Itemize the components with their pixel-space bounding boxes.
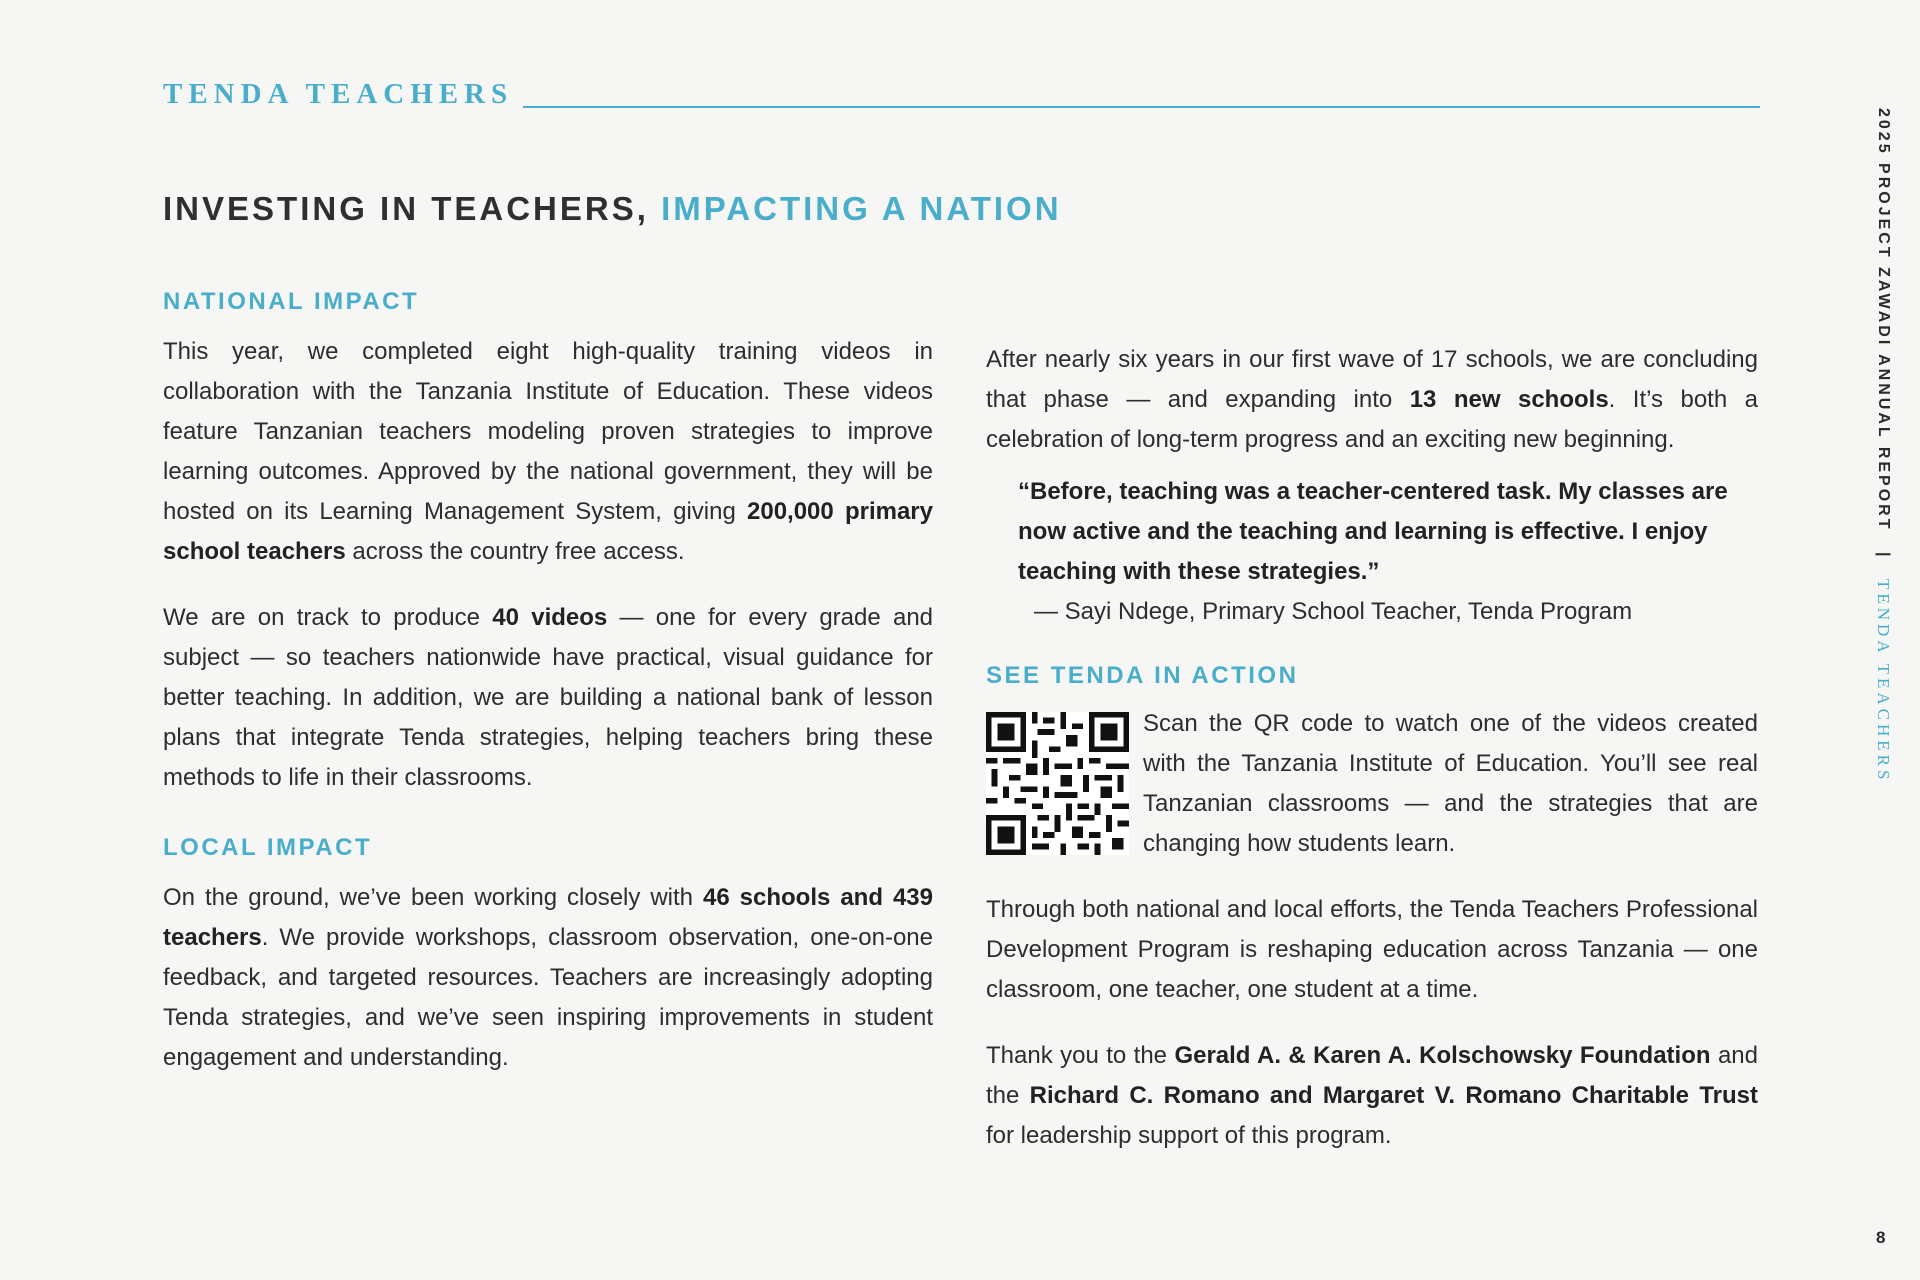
page-title: [163, 190, 1062, 228]
bold-run: 40 videos: [492, 604, 608, 631]
thanks-paragraph: [986, 1036, 1758, 1156]
text-run: After nearly six years in our first wave of 17 schools, we are concluding that phase — and expanding into: [986, 346, 1758, 413]
national-impact-paragraph-2: [163, 598, 933, 798]
section-header: [163, 78, 1760, 111]
page-number: 8: [1876, 1228, 1886, 1247]
qr-code[interactable]: [986, 712, 1129, 855]
text-run: We are on track to produce: [163, 604, 493, 631]
left-column: [163, 280, 933, 1078]
page-title-part1: INVESTING IN TEACHERS,: [163, 190, 662, 227]
text-run: across the country free access.: [345, 538, 685, 565]
local-impact-paragraph: [163, 878, 933, 1078]
bold-run: 13 new schools: [1409, 386, 1609, 413]
teacher-quote: “Before, teaching was a teacher-centered task. My classes are now active and the teaching and learning is effective. I enjoy teaching with these strategies.”: [1018, 478, 1728, 585]
qr-caption: Scan the QR code to watch one of the videos created with the Tanzania Institute of Education. You’ll see real Tanzanian classrooms — and the strategies that are changing how students learn.: [1143, 710, 1758, 857]
bold-run: Gerald A. & Karen A. Kolschowsky Foundation: [1174, 1042, 1711, 1069]
text-run: — one for every grade and subject — so teachers nationwide have practical, visual guidance for better teaching. In addition, we are building a national bank of lesson plans that integrate Tenda strategies, helping teachers bring these methods to life in their classrooms.: [163, 604, 934, 791]
closing-paragraph: Through both national and local efforts, the Tenda Teachers Professional Development Program is reshaping education across Tanzania — one classroom, one teacher, one student at a time.: [986, 896, 1758, 1003]
text-run: for leadership support of this program.: [986, 1122, 1392, 1149]
text-run: . We provide workshops, classroom observation, one-on-one feedback, and targeted resources. Teachers are increasingly adopting Tenda strategies, and we’ve seen inspiring improvements in student engagement and understanding.: [163, 924, 933, 1071]
text-run: and the: [986, 1042, 1759, 1109]
national-impact-heading: NATIONAL IMPACT: [163, 288, 420, 315]
bold-run: 46 schools and 439 teachers: [163, 884, 933, 951]
bold-run: Richard C. Romano and Margaret V. Romano Charitable Trust: [1029, 1082, 1759, 1109]
sidebar-section-name: TENDA TEACHERS: [1874, 578, 1893, 784]
section-tag: TENDA TEACHERS: [163, 78, 514, 110]
national-impact-paragraph-1: [163, 332, 933, 572]
local-impact-heading: LOCAL IMPACT: [163, 834, 373, 861]
bold-run: 200,000 primary school teachers: [163, 498, 933, 565]
text-run: This year, we completed eight high-quality training videos in collaboration with the Tanzania Institute of Education. These videos feature Tanzanian teachers modeling proven strategies to improve learning outcomes. Approved by the national government, they will be hosted on its Learning Management System, giving: [163, 338, 933, 525]
page-title-part2: IMPACTING A NATION: [661, 190, 1062, 227]
text-run: Thank you to the: [986, 1042, 1175, 1069]
sidebar-divider: |: [1875, 551, 1892, 559]
right-column: [986, 340, 1758, 1156]
text-run: . It’s both a celebration of long-term progress and an exciting new beginning.: [986, 386, 1759, 453]
see-tenda-heading: SEE TENDA IN ACTION: [986, 662, 1299, 689]
sidebar-label: [1868, 108, 1898, 868]
text-run: On the ground, we’ve been working closely with: [163, 884, 703, 911]
qr-block: [986, 704, 1758, 864]
section-rule: [523, 106, 1760, 108]
quote-attribution: — Sayi Ndege, Primary School Teacher, Tenda Program: [1034, 598, 1633, 625]
expansion-paragraph: [986, 340, 1758, 460]
sidebar-report-title: 2025 PROJECT ZAWADI ANNUAL REPORT: [1875, 108, 1892, 532]
